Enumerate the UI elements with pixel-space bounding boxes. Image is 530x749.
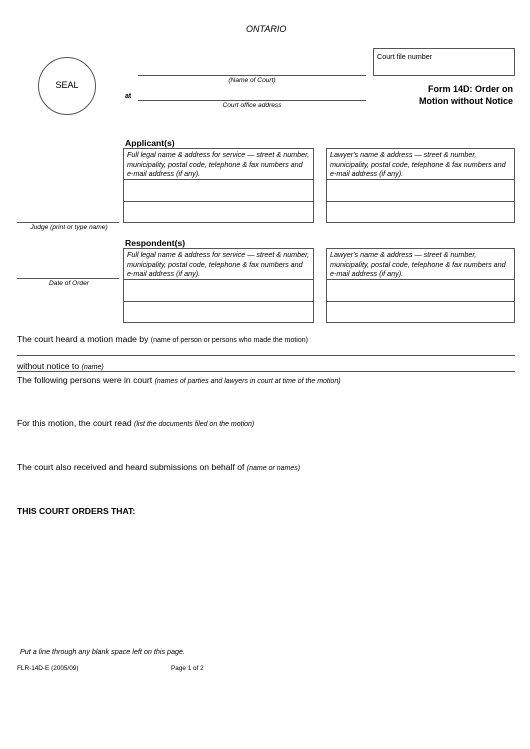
- form-code: FLR-14D-E (2005/09): [17, 665, 79, 672]
- heard-motion-text: The court heard a motion made by: [17, 334, 149, 344]
- submissions-statement: [17, 462, 300, 472]
- applicants-heading: Applicant(s): [125, 138, 175, 148]
- respondent-party-hint: Full legal name & address for service — street & number, municipality, postal code, telephone & fax numbers and e-mail address (if any).: [127, 250, 310, 278]
- submissions-text: The court also received and heard submissions on behalf of: [17, 462, 245, 472]
- judge-line: [17, 222, 119, 223]
- court-name-caption: (Name of Court): [228, 77, 276, 84]
- form-title: [360, 84, 513, 107]
- heard-motion-hint: (name of person or persons who made the motion): [150, 337, 308, 344]
- respondent-lawyer-box[interactable]: [326, 248, 515, 323]
- blank-space-note: Put a line through any blank space left on this page.: [20, 647, 186, 656]
- orders-heading: THIS COURT ORDERS THAT:: [17, 506, 136, 516]
- applicant-lawyer-hint: Lawyer's name & address — street & number, municipality, postal code, telephone & fax numbers and e-mail address (if any).: [330, 150, 506, 178]
- applicant-party-divider-1: [124, 179, 313, 180]
- province-label: ONTARIO: [246, 24, 287, 34]
- respondent-lawyer-divider-2: [327, 301, 514, 302]
- court-name-line: [138, 75, 366, 76]
- applicant-lawyer-divider-1: [327, 179, 514, 180]
- court-read-hint: (list the documents filed on the motion): [134, 421, 255, 428]
- page-number: Page 1 of 2: [171, 665, 204, 672]
- respondents-heading: Respondent(s): [125, 238, 186, 248]
- respondent-party-divider-2: [124, 301, 313, 302]
- court-file-number-label: Court file number: [377, 52, 433, 61]
- respondent-party-box[interactable]: [123, 248, 314, 323]
- applicant-party-box[interactable]: [123, 148, 314, 223]
- court-read-statement: [17, 418, 254, 428]
- court-read-text: For this motion, the court read: [17, 418, 132, 428]
- without-notice-line[interactable]: [17, 371, 515, 372]
- submissions-hint: (name or names): [246, 465, 301, 472]
- respondent-lawyer-divider-1: [327, 279, 514, 280]
- applicant-lawyer-divider-2: [327, 201, 514, 202]
- without-notice-statement: [17, 361, 104, 371]
- persons-in-court-text: The following persons were in court: [17, 375, 153, 385]
- at-label: at: [125, 93, 132, 100]
- judge-label: Judge (print or type name): [30, 224, 108, 231]
- persons-in-court-hint: (names of parties and lawyers in court at time of the motion): [154, 378, 341, 385]
- court-file-number-field[interactable]: [373, 48, 515, 76]
- applicant-party-divider-2: [124, 201, 313, 202]
- respondent-lawyer-hint: Lawyer's name & address — street & number, municipality, postal code, telephone & fax numbers and e-mail address (if any).: [330, 250, 506, 278]
- heard-motion-statement: [17, 334, 308, 344]
- court-address-caption: Court office address: [222, 102, 282, 109]
- applicant-lawyer-box[interactable]: [326, 148, 515, 223]
- date-label: Date of Order: [49, 280, 89, 287]
- seal-circle: [38, 57, 96, 115]
- without-notice-text: without notice to: [17, 361, 80, 371]
- court-address-line: [138, 100, 366, 101]
- applicant-party-hint: Full legal name & address for service — street & number, municipality, postal code, telephone & fax numbers and e-mail address (if any).: [127, 150, 310, 178]
- form-title-line1: Form 14D: Order on: [427, 84, 513, 94]
- heard-motion-line[interactable]: [17, 355, 515, 356]
- form-title-line2: Motion without Notice: [419, 95, 513, 106]
- seal-label: SEAL: [55, 80, 79, 90]
- without-notice-hint: (name): [81, 364, 104, 371]
- date-line: [17, 278, 119, 279]
- persons-in-court-statement: [17, 375, 341, 385]
- respondent-party-divider-1: [124, 279, 313, 280]
